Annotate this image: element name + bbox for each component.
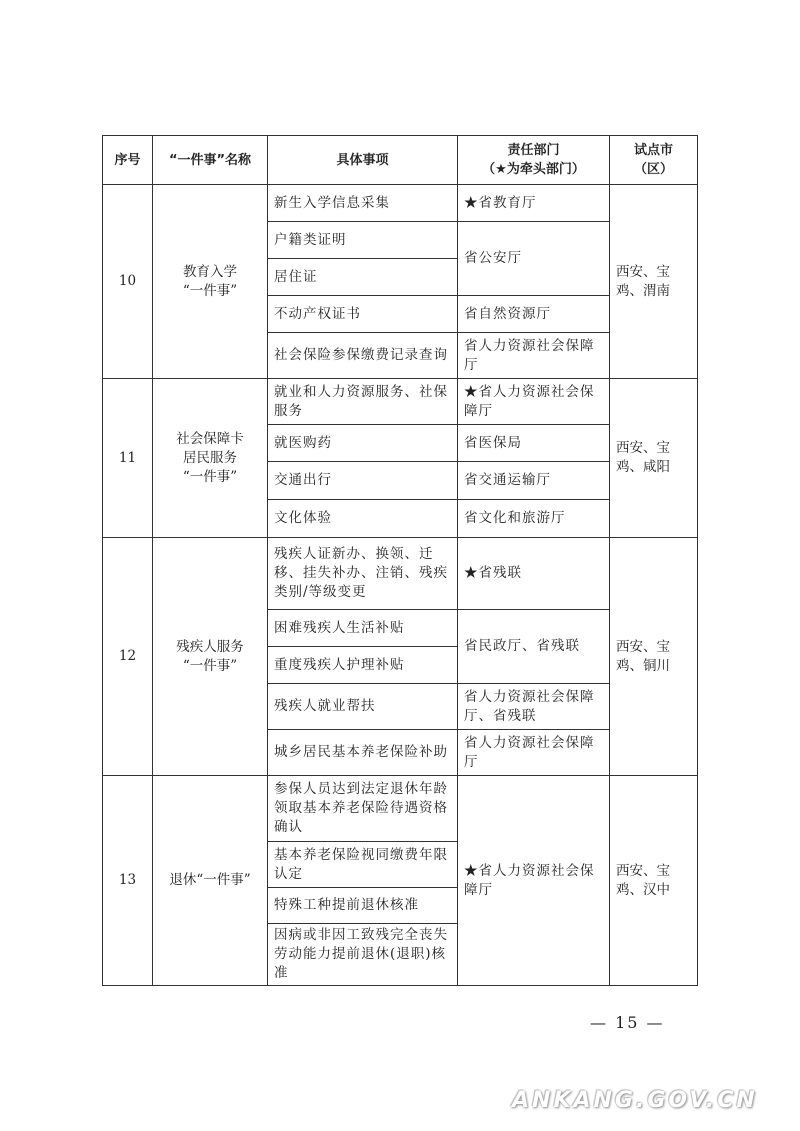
group-number: 12 xyxy=(103,538,153,776)
group-name: 残疾人服务 “一件事” xyxy=(153,538,268,776)
city-cell: 西安、宝鸡、汉中 xyxy=(610,776,698,986)
item-cell: 特殊工种提前退休核准 xyxy=(268,888,458,924)
table-row xyxy=(103,538,698,610)
group-name: 教育入学 “一件事” xyxy=(153,185,268,379)
table-row xyxy=(103,776,698,842)
dept-cell: 省人力资源社会保障厅 xyxy=(458,333,610,379)
group-number: 10 xyxy=(103,185,153,379)
dept-cell: 省人力资源社会保障厅 xyxy=(458,730,610,776)
dept-cell: ★省教育厅 xyxy=(458,185,610,222)
group-number: 13 xyxy=(103,776,153,986)
group-name: 社会保障卡 居民服务 “一件事” xyxy=(153,379,268,538)
item-cell: 居住证 xyxy=(268,259,458,296)
item-cell: 重度残疾人护理补贴 xyxy=(268,647,458,684)
dept-cell: 省医保局 xyxy=(458,425,610,462)
item-cell: 因病或非因工致残完全丧失劳动能力提前退休(退职)核准 xyxy=(268,924,458,986)
table-row xyxy=(103,379,698,425)
item-cell: 就业和人力资源服务、社保服务 xyxy=(268,379,458,425)
city-cell: 西安、宝鸡、渭南 xyxy=(610,185,698,379)
group-name: 退休“一件事” xyxy=(153,776,268,986)
item-cell: 不动产权证书 xyxy=(268,296,458,333)
item-cell: 基本养老保险视同缴费年限认定 xyxy=(268,842,458,888)
dept-cell: 省文化和旅游厅 xyxy=(458,500,610,538)
header-no: 序号 xyxy=(103,136,153,185)
group-number: 11 xyxy=(103,379,153,538)
table-row xyxy=(103,185,698,222)
task-table xyxy=(102,135,698,986)
item-cell: 困难残疾人生活补贴 xyxy=(268,610,458,647)
header-city: 试点市 （区） xyxy=(610,136,698,185)
item-cell: 残疾人证新办、换领、迁移、挂失补办、注销、残疾类别/等级变更 xyxy=(268,538,458,610)
item-cell: 残疾人就业帮扶 xyxy=(268,684,458,730)
item-cell: 参保人员达到法定退休年龄领取基本养老保险待遇资格确认 xyxy=(268,776,458,842)
header-name: “一件事”名称 xyxy=(153,136,268,185)
header-row xyxy=(103,136,698,185)
dept-cell: 省自然资源厅 xyxy=(458,296,610,333)
dept-cell: 省民政厅、省残联 xyxy=(458,610,610,684)
item-cell: 城乡居民基本养老保险补助 xyxy=(268,730,458,776)
item-cell: 户籍类证明 xyxy=(268,222,458,259)
watermark: ANKANG.GOV.CN xyxy=(512,1088,758,1113)
page-number: — 15 — xyxy=(590,1013,665,1032)
header-dept: 责任部门 （★为牵头部门） xyxy=(458,136,610,185)
header-item: 具体事项 xyxy=(268,136,458,185)
dept-cell: 省交通运输厅 xyxy=(458,462,610,500)
dept-cell: ★省残联 xyxy=(458,538,610,610)
item-cell: 社会保险参保缴费记录查询 xyxy=(268,333,458,379)
dept-cell: 省人力资源社会保障厅、省残联 xyxy=(458,684,610,730)
dept-cell: ★省人力资源社会保障厅 xyxy=(458,776,610,986)
dept-cell: 省公安厅 xyxy=(458,222,610,296)
item-cell: 新生入学信息采集 xyxy=(268,185,458,222)
dept-cell: ★省人力资源社会保障厅 xyxy=(458,379,610,425)
item-cell: 文化体验 xyxy=(268,500,458,538)
city-cell: 西安、宝鸡、咸阳 xyxy=(610,379,698,538)
item-cell: 交通出行 xyxy=(268,462,458,500)
item-cell: 就医购药 xyxy=(268,425,458,462)
city-cell: 西安、宝鸡、铜川 xyxy=(610,538,698,776)
